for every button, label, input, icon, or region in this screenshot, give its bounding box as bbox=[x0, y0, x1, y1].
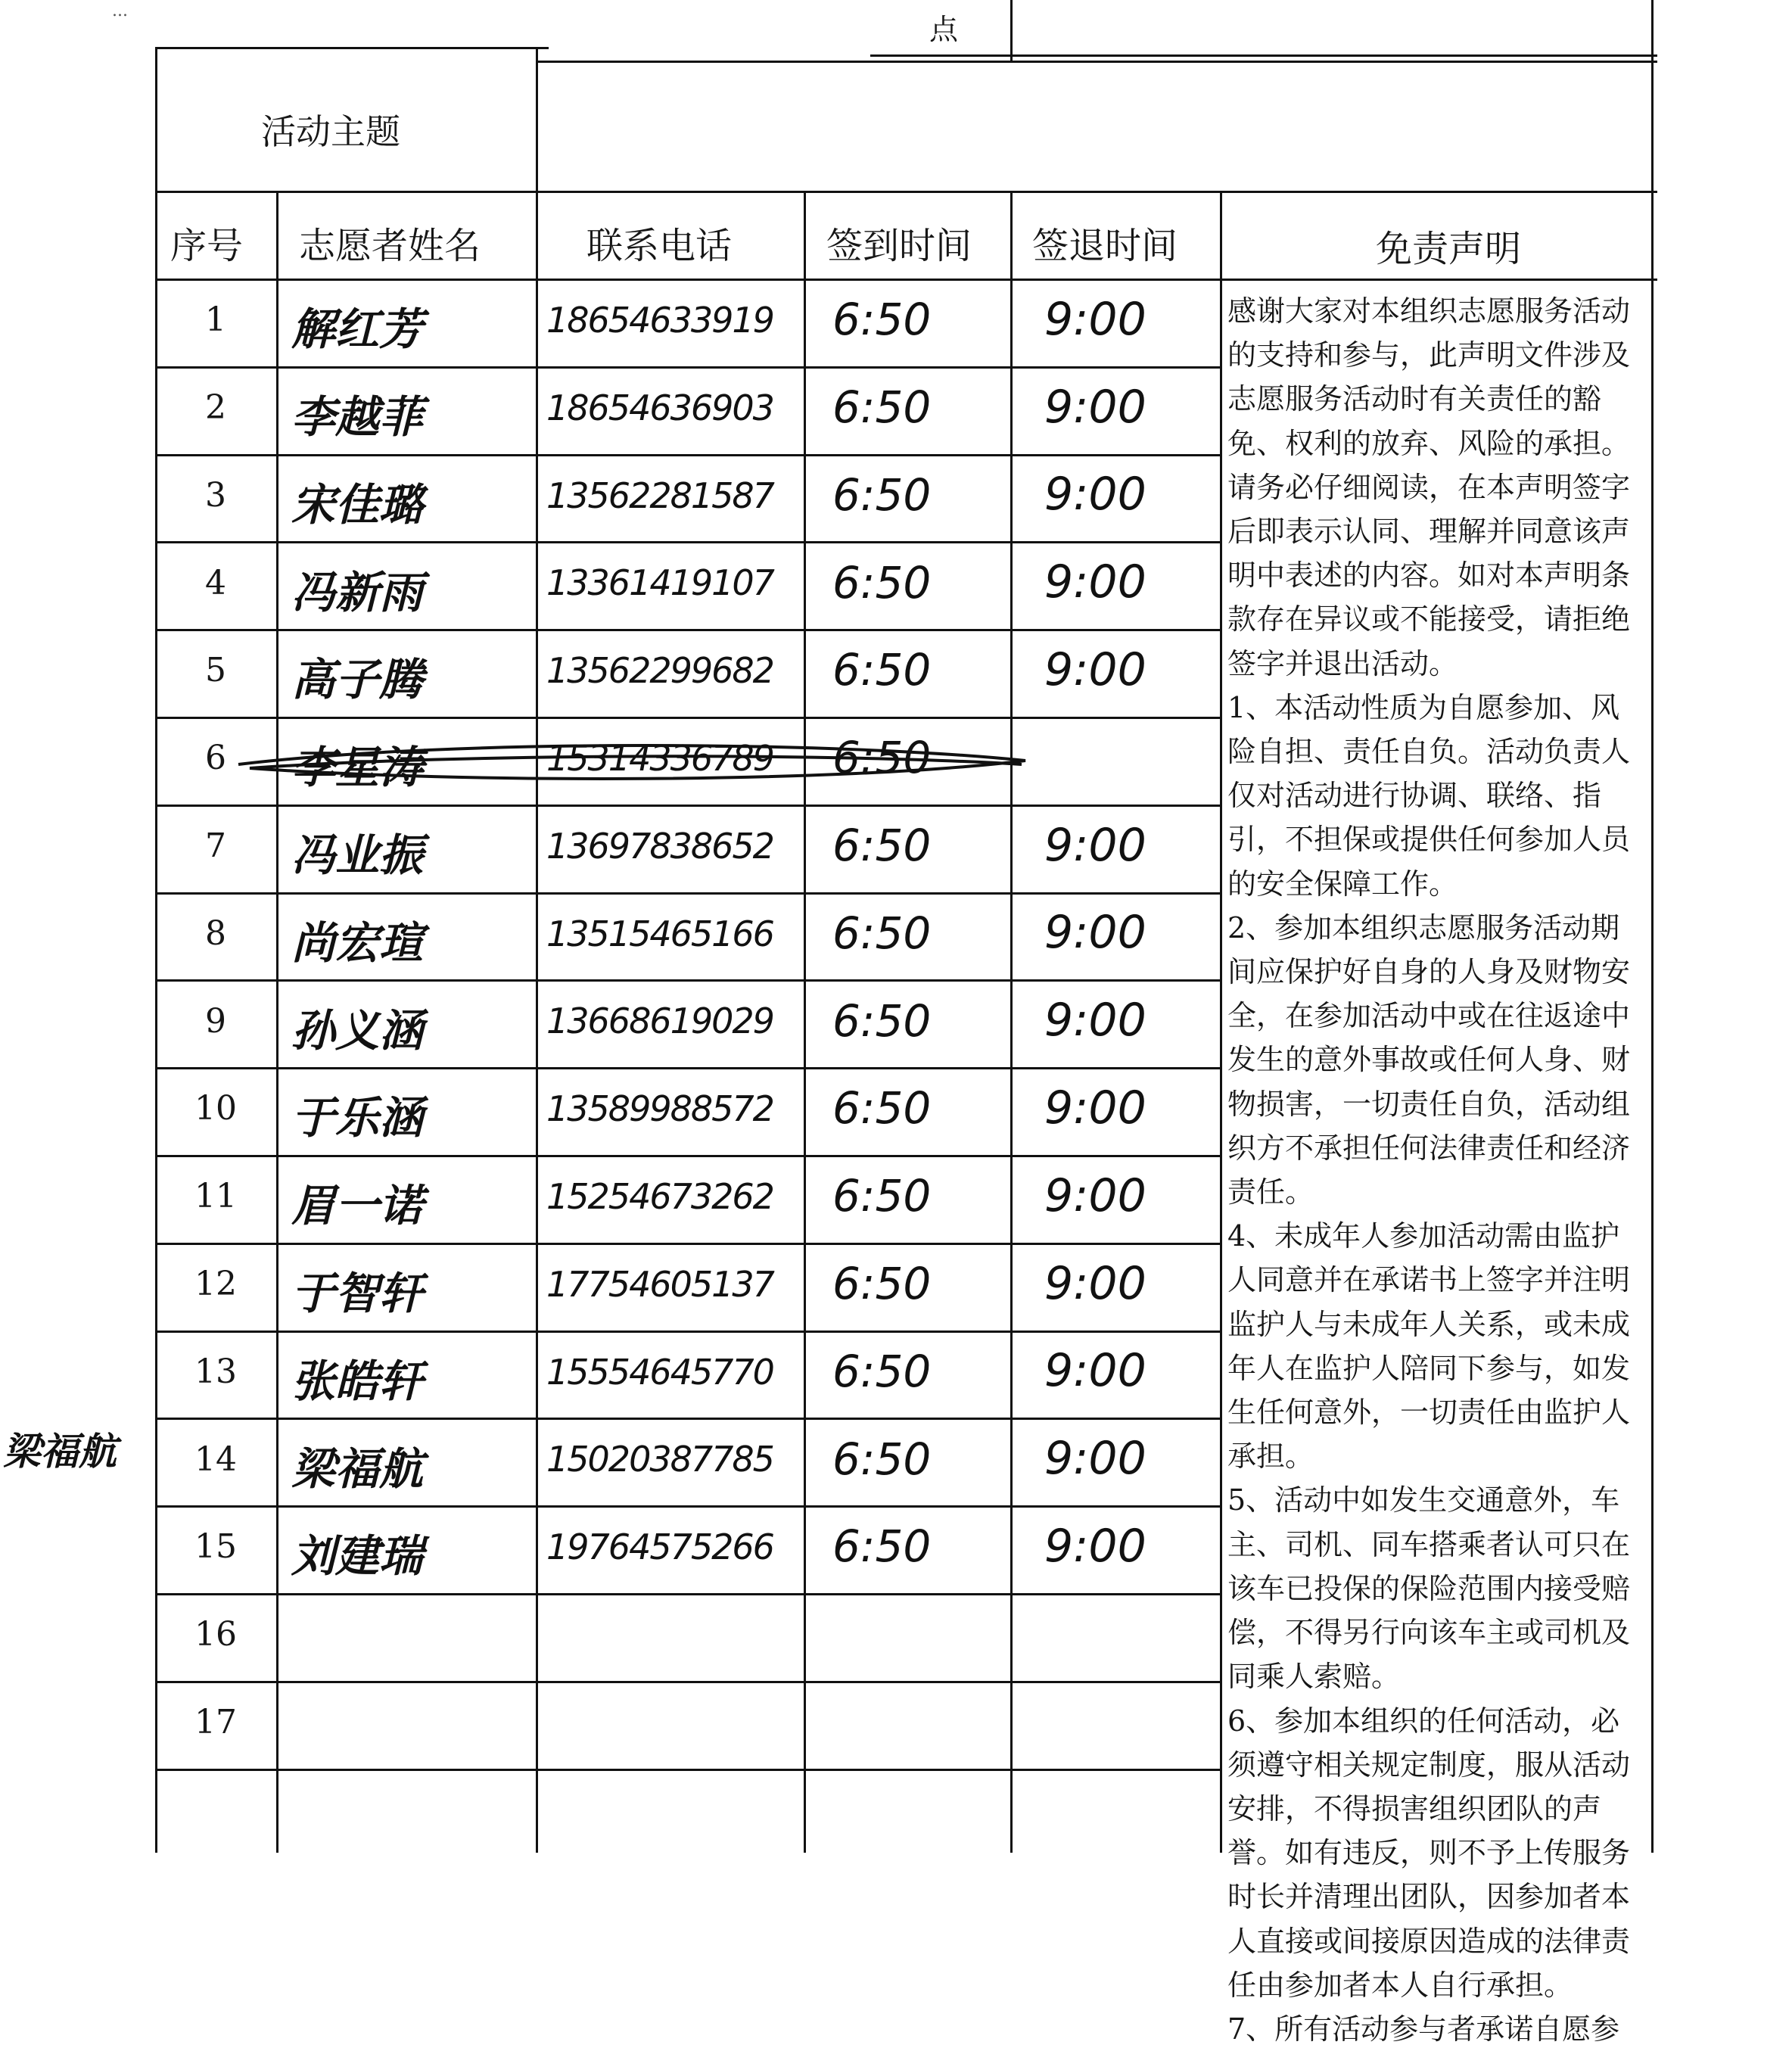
table-row bbox=[0, 1067, 1220, 1155]
volunteer-name: 张皓轩 bbox=[291, 1355, 424, 1407]
table-row bbox=[0, 805, 1220, 892]
table-row bbox=[0, 1418, 1220, 1505]
volunteer-name: 解红芳 bbox=[291, 303, 424, 356]
column-header-sign-out: 签退时间 bbox=[1032, 225, 1178, 267]
table-row bbox=[0, 454, 1220, 542]
column-header-no: 序号 bbox=[170, 225, 244, 267]
row-number: 10 bbox=[194, 1089, 237, 1128]
row-number: 15 bbox=[194, 1527, 237, 1567]
sign-out-time: 9:00 bbox=[1044, 468, 1146, 521]
phone-number: 18654633919 bbox=[546, 300, 773, 341]
column-header-name: 志愿者姓名 bbox=[299, 225, 481, 267]
column-header-sign-in: 签到时间 bbox=[826, 225, 972, 267]
row-number: 16 bbox=[194, 1615, 237, 1654]
sign-out-time: 9:00 bbox=[1044, 292, 1146, 346]
volunteer-name: 于智轩 bbox=[291, 1267, 424, 1319]
sign-in-time: 6:50 bbox=[832, 1257, 932, 1309]
table-row bbox=[0, 629, 1220, 717]
sign-out-time: 9:00 bbox=[1044, 556, 1146, 609]
volunteer-name: 于乐涵 bbox=[291, 1092, 424, 1144]
table-row bbox=[0, 979, 1220, 1067]
disclaimer-paragraph: 2、参加本组织志愿服务活动期间应保护好自身的人身及财物安全，在参加活动中或在往返途中发生的意外事故或任何人身、财物损害，一切责任自负，活动组织方不承担任何法律责任和经济责任。 bbox=[1227, 910, 1631, 1209]
activity-topic-label: 活动主题 bbox=[261, 111, 400, 152]
row-number: 11 bbox=[194, 1177, 237, 1216]
sign-out-time: 9:00 bbox=[1044, 1082, 1146, 1135]
row-number: 17 bbox=[194, 1703, 237, 1742]
row-number: 4 bbox=[205, 563, 226, 602]
table-row bbox=[0, 279, 1220, 366]
volunteer-name: 梁福航 bbox=[291, 1443, 424, 1495]
row-number: 6 bbox=[205, 739, 226, 778]
row-number: 2 bbox=[205, 388, 226, 428]
margin-note: 梁福航 bbox=[3, 1430, 117, 1474]
sign-out-time: 9:00 bbox=[1044, 1169, 1146, 1222]
corner-fragment: ... bbox=[112, 2, 128, 20]
table-row bbox=[0, 1505, 1220, 1593]
volunteer-name: 孙义涵 bbox=[291, 1004, 424, 1057]
disclaimer-paragraph: 感谢大家对本组织志愿服务活动的支持和参与，此声明文件涉及志愿服务活动时有关责任的豁免、权利的放弃、风险的承担。请务必仔细阅读，在本声明签字后即表示认同、理解并同意该声明中表述的内容。如对本声明条款存在异议或不能接受，请拒绝签字并退出活动。 bbox=[1227, 294, 1631, 680]
sign-in-time: 6:50 bbox=[832, 1082, 932, 1134]
table-row bbox=[0, 1243, 1220, 1331]
table-row bbox=[0, 541, 1220, 629]
sign-in-time: 6:50 bbox=[832, 1170, 932, 1222]
row-number: 1 bbox=[205, 300, 226, 340]
sign-in-time: 6:50 bbox=[832, 556, 932, 608]
grid-line bbox=[1010, 0, 1013, 61]
row-number: 9 bbox=[205, 1001, 226, 1041]
row-number: 13 bbox=[194, 1352, 237, 1391]
table-row bbox=[0, 717, 1220, 805]
location-label-fragment: 点 bbox=[929, 13, 959, 46]
phone-number: 19764575266 bbox=[546, 1527, 773, 1568]
sign-out-time: 9:00 bbox=[1044, 1256, 1146, 1310]
disclaimer-text bbox=[1227, 289, 1648, 2046]
phone-number: 15314336789 bbox=[546, 738, 773, 779]
grid-line bbox=[155, 191, 1657, 193]
sign-out-time: 9:00 bbox=[1044, 1432, 1146, 1486]
row-number: 5 bbox=[205, 651, 226, 690]
volunteer-name: 冯新雨 bbox=[291, 566, 424, 618]
disclaimer-paragraph: 1、本活动性质为自愿参加、风险自担、责任自负。活动负责人仅对活动进行协调、联络、指引，不担保或提供任何参加人员的安全保障工作。 bbox=[1227, 690, 1631, 901]
column-header-disclaimer: 免责声明 bbox=[1376, 228, 1522, 270]
table-row bbox=[0, 1681, 1220, 1769]
table-row bbox=[0, 1331, 1220, 1418]
table-row bbox=[0, 892, 1220, 980]
column-header-phone: 联系电话 bbox=[586, 225, 733, 267]
sign-out-time: 9:00 bbox=[1044, 380, 1146, 434]
table-row bbox=[0, 1593, 1220, 1681]
phone-number: 13562281587 bbox=[546, 475, 773, 516]
sign-out-time: 9:00 bbox=[1044, 818, 1146, 872]
disclaimer-paragraph: 4、未成年人参加活动需由监护人同意并在承诺书上签字并注明监护人与未成年人关系，或未成年人在监护人陪同下参与，如发生任何意外，一切责任由监护人承担。 bbox=[1227, 1219, 1631, 1474]
grid-line bbox=[537, 61, 1657, 63]
phone-number: 13668619029 bbox=[546, 1001, 773, 1042]
disclaimer-paragraph: 5、活动中如发生交通意外，车主、司机、同车搭乘者认可只在该车已投保的保险范围内接受赔偿，不得另行向该车主或司机及同乘人索赔。 bbox=[1227, 1483, 1631, 1694]
phone-number: 15020387785 bbox=[546, 1439, 773, 1480]
strikethrough-mark bbox=[235, 730, 1029, 791]
sign-out-time: 9:00 bbox=[1044, 1344, 1146, 1398]
table-row bbox=[0, 366, 1220, 454]
sign-in-time: 6:50 bbox=[832, 294, 932, 346]
sign-in-time: 6:50 bbox=[832, 644, 932, 696]
grid-line bbox=[870, 54, 1657, 57]
volunteer-name: 高子腾 bbox=[291, 654, 424, 706]
row-number: 7 bbox=[205, 826, 226, 866]
volunteer-name: 李星涛 bbox=[291, 742, 424, 794]
grid-line bbox=[1220, 191, 1222, 1853]
phone-number: 13589988572 bbox=[546, 1088, 773, 1130]
sign-in-time: 6:50 bbox=[832, 732, 932, 784]
sign-in-time: 6:50 bbox=[832, 1520, 932, 1573]
phone-number: 15254673262 bbox=[546, 1176, 773, 1217]
disclaimer-paragraph: 6、参加本组织的任何活动，必须遵守相关规定制度，服从活动安排，不得损害组织团队的声誉。如有违反，则不予上传服务时长并清理出团队，因参加者本人直接或间接原因造成的法律责任由参加者本人自行承担。 bbox=[1227, 1704, 1631, 2002]
grid-line bbox=[1651, 0, 1654, 1853]
grid-line bbox=[155, 47, 549, 49]
sign-in-time: 6:50 bbox=[832, 1345, 932, 1397]
phone-number: 13361419107 bbox=[546, 562, 773, 604]
volunteer-name: 李越菲 bbox=[291, 391, 424, 443]
sign-in-time: 6:50 bbox=[832, 381, 932, 433]
disclaimer-paragraph: 7、所有活动参与者承诺自愿参 bbox=[1227, 2012, 1620, 2046]
sign-out-time: 9:00 bbox=[1044, 1520, 1146, 1573]
volunteer-name: 冯业振 bbox=[291, 829, 424, 881]
sign-out-time: 9:00 bbox=[1044, 906, 1146, 960]
sign-out-time: 9:00 bbox=[1044, 994, 1146, 1047]
volunteer-name: 尚宏瑄 bbox=[291, 917, 424, 969]
sign-in-time: 6:50 bbox=[832, 994, 932, 1047]
sign-in-time: 6:50 bbox=[832, 1433, 932, 1485]
volunteer-name: 眉一诺 bbox=[291, 1180, 424, 1232]
row-number: 8 bbox=[205, 913, 226, 953]
sign-in-time: 6:50 bbox=[832, 819, 932, 871]
row-number: 12 bbox=[194, 1265, 237, 1304]
phone-number: 13697838652 bbox=[546, 825, 773, 867]
strikethrough-stroke bbox=[238, 745, 1025, 779]
row-number: 3 bbox=[205, 475, 226, 515]
volunteer-name: 宋佳璐 bbox=[291, 478, 424, 531]
phone-number: 13562299682 bbox=[546, 650, 773, 692]
phone-number: 13515465166 bbox=[546, 913, 773, 954]
sign-in-time: 6:50 bbox=[832, 468, 932, 521]
sign-in-time: 6:50 bbox=[832, 907, 932, 959]
volunteer-name: 刘建瑞 bbox=[291, 1530, 424, 1583]
table-row bbox=[0, 1155, 1220, 1243]
grid-line bbox=[155, 1769, 1222, 1771]
phone-number: 17754605137 bbox=[546, 1263, 773, 1305]
phone-number: 15554645770 bbox=[546, 1351, 773, 1393]
phone-number: 18654636903 bbox=[546, 387, 773, 428]
sign-out-time: 9:00 bbox=[1044, 643, 1146, 697]
row-number: 14 bbox=[194, 1439, 237, 1479]
